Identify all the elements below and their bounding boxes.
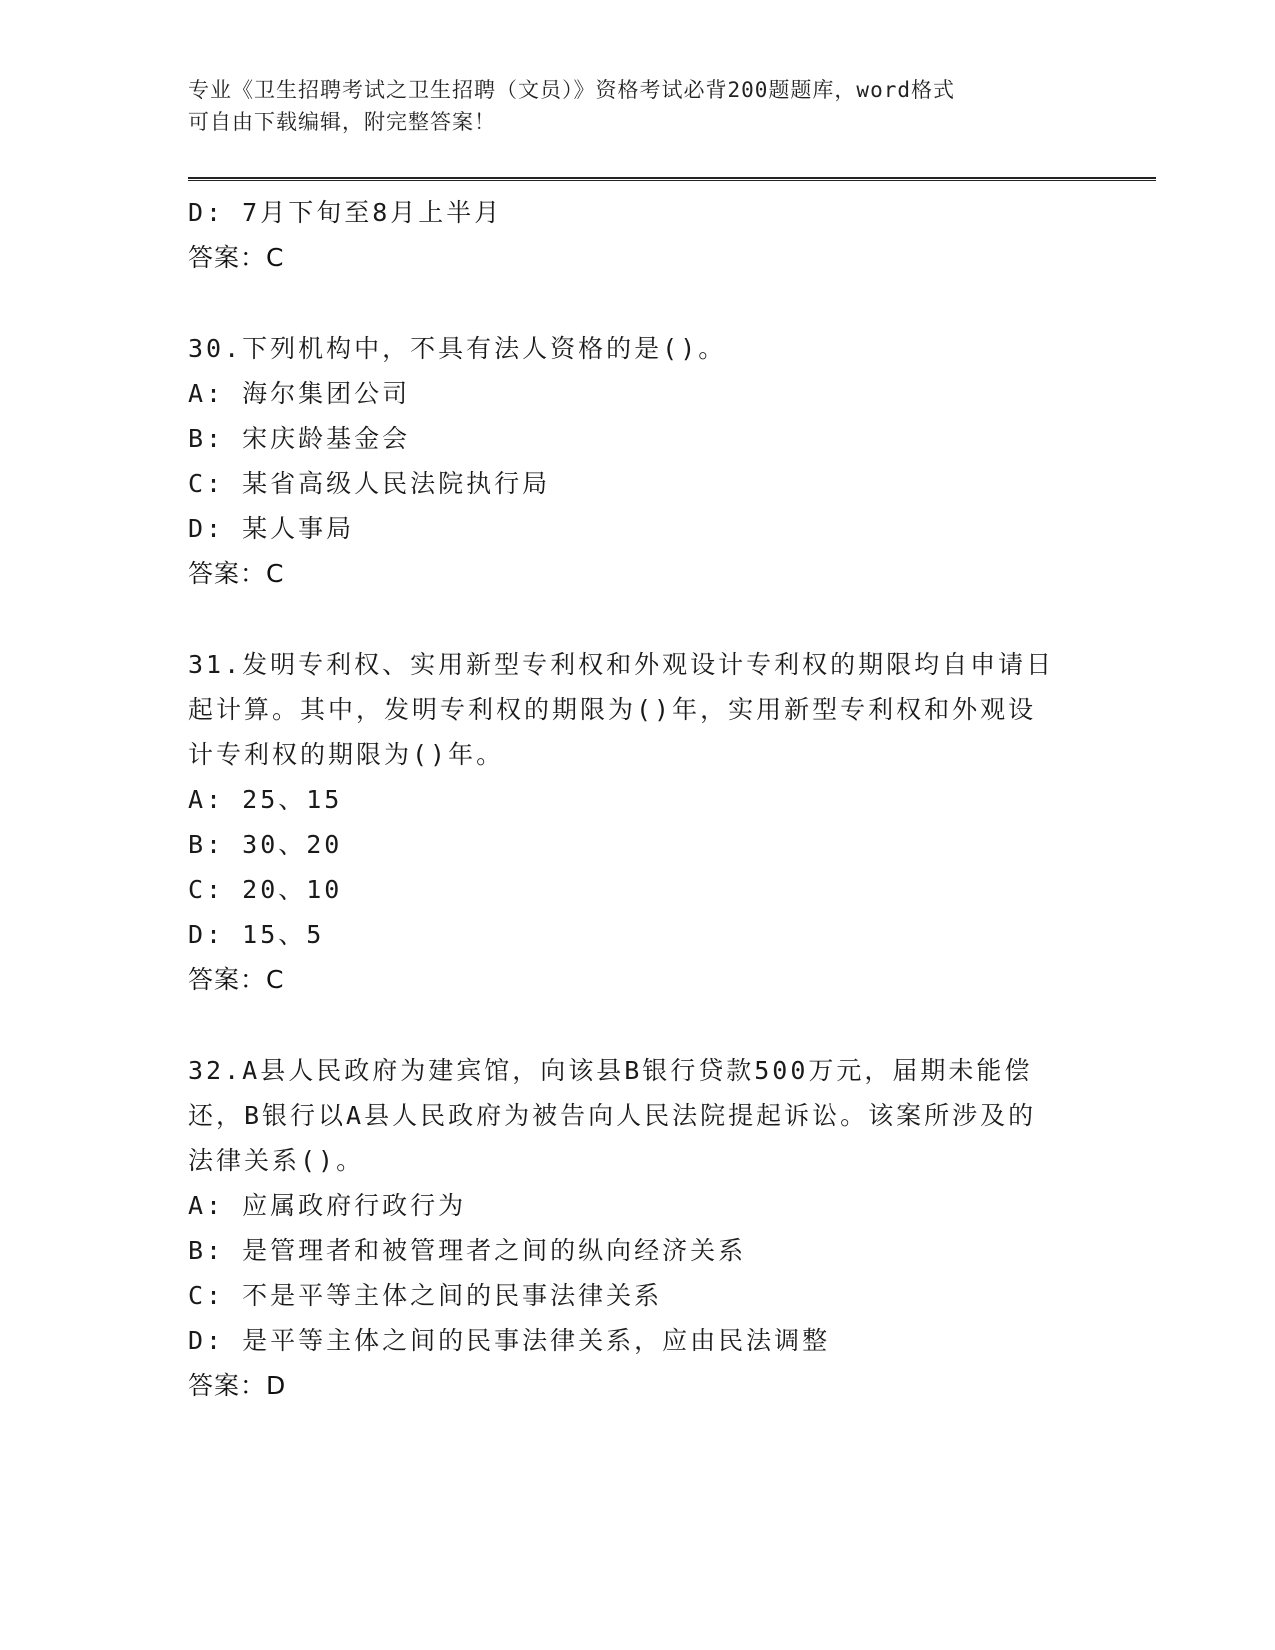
option-c: C: 不是平等主体之间的民事法律关系 xyxy=(188,1281,663,1310)
answer: 答案：C xyxy=(188,965,285,994)
question-stem xyxy=(188,642,1088,777)
option-d: D: 15、5 xyxy=(188,920,325,949)
stem-line: 还，B银行以A县人民政府为被告向人民法院提起诉讼。该案所涉及的 xyxy=(188,1101,1037,1130)
answer-carryover: 答案：C xyxy=(188,243,285,272)
question-32 xyxy=(188,1048,1088,1408)
option-b: B: 30、20 xyxy=(188,830,343,859)
option-c: C: 20、10 xyxy=(188,875,343,904)
option-a: A: 海尔集团公司 xyxy=(188,379,411,408)
question-31 xyxy=(188,642,1088,1002)
header-divider xyxy=(188,177,1156,181)
stem-line: 计专利权的期限为()年。 xyxy=(188,740,505,769)
answer: 答案：C xyxy=(188,559,285,588)
option-b: B: 是管理者和被管理者之间的纵向经济关系 xyxy=(188,1236,747,1265)
document-body xyxy=(188,190,1088,1408)
question-stem xyxy=(188,1048,1088,1183)
option-d-carryover: D: 7月下旬至8月上半月 xyxy=(188,198,503,227)
stem-line: 30.下列机构中，不具有法人资格的是()。 xyxy=(188,334,727,363)
option-b: B: 宋庆龄基金会 xyxy=(188,424,411,453)
spacer xyxy=(188,280,1088,326)
question-stem xyxy=(188,326,1088,371)
option-a: A: 应属政府行政行为 xyxy=(188,1191,467,1220)
question-30 xyxy=(188,326,1088,596)
option-d: D: 某人事局 xyxy=(188,514,355,543)
stem-line: 31.发明专利权、实用新型专利权和外观设计专利权的期限均自申请日 xyxy=(188,650,1055,679)
stem-line: 起计算。其中，发明专利权的期限为()年，实用新型专利权和外观设 xyxy=(188,695,1037,724)
answer: 答案：D xyxy=(188,1371,287,1400)
header-title-line-1: 专业《卫生招聘考试之卫生招聘（文员）》资格考试必背200题题库，word格式 xyxy=(188,78,955,102)
spacer xyxy=(188,1002,1088,1048)
spacer xyxy=(188,596,1088,642)
option-c: C: 某省高级人民法院执行局 xyxy=(188,469,551,498)
document-header xyxy=(188,74,1068,138)
header-title-line-2: 可自由下载编辑，附完整答案！ xyxy=(188,110,496,134)
option-a: A: 25、15 xyxy=(188,785,343,814)
stem-line: 法律关系()。 xyxy=(188,1146,365,1175)
option-d: D: 是平等主体之间的民事法律关系，应由民法调整 xyxy=(188,1326,831,1355)
stem-line: 32.A县人民政府为建宾馆，向该县B银行贷款500万元，届期未能偿 xyxy=(188,1056,1033,1085)
